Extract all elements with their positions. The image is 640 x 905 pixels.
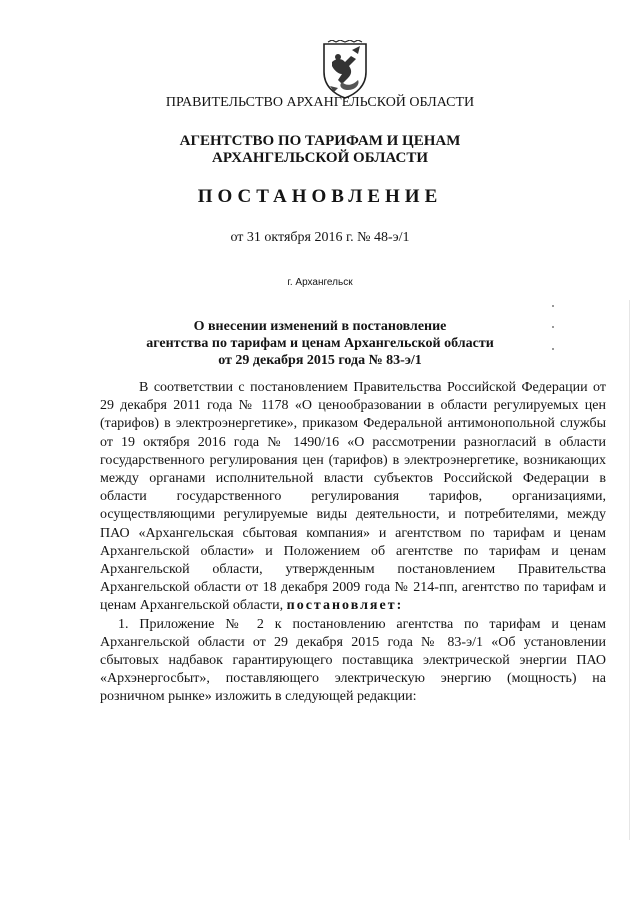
document-body bbox=[100, 379, 606, 707]
item-1-paragraph: 1. Приложение № 2 к постановлению агентства по тарифам и ценам Архангельской области от 29 декабря 2015 года № 83-э/1 «Об установлении сбытовых надбавок гарантирующего поставщика электрической энергии ПАО «Архэнергосбыт», поставляющего электрическую энергию (мощность) на розничном рынке» изложить в следующей редакции: bbox=[100, 616, 606, 705]
preamble-text: В соответствии с постановлением Правительства Российской Федерации от 29 декабря 2011 года № 1178 «О ценообразовании в области регулируемых цен (тарифов) в электроэнергетике», приказом Федеральной антимонопольной службы от 19 октября 2016 года № 1490/16 «О рассмотрении разногласий в области государственного регулирования цен (тарифов) в электроэнергетике, возникающих между органами исполнительной власти субъектов Российской Федерации в области государственного регулирования тарифов, организациями, осуществляющими регулируемые виды деятельности, и потребителями, между ПАО «Архангельская сбытовая компания» и агентством по тарифам и ценам Архангельской области» и Положением об агентстве по тарифам и ценам Архангельской области, утвержденным постановлением Правительства Архангельской области от 18 декабря 2009 года № 214-пп, агентство по тарифам и ценам Архангельской области, bbox=[100, 380, 606, 614]
resolves-word: постановляет: bbox=[286, 598, 404, 614]
scan-speck bbox=[552, 305, 554, 307]
document-city: г. Архангельск bbox=[287, 277, 353, 288]
scan-speck bbox=[552, 326, 554, 328]
subject-line-1: О внесении изменений в постановление bbox=[193, 319, 447, 334]
scan-edge-line bbox=[629, 300, 630, 840]
agency-title-line-1: АГЕНТСТВО ПО ТАРИФАМ И ЦЕНАМ bbox=[179, 133, 461, 149]
government-title: ПРАВИТЕЛЬСТВО АРХАНГЕЛЬСКОЙ ОБЛАСТИ bbox=[165, 95, 475, 110]
document-type: ПОСТАНОВЛЕНИЕ bbox=[197, 186, 443, 207]
agency-title bbox=[0, 133, 640, 167]
scan-speck bbox=[552, 348, 554, 350]
document-date-number: от 31 октября 2016 г. № 48-э/1 bbox=[230, 230, 410, 245]
coat-of-arms-icon bbox=[318, 40, 372, 100]
subject-line-2: агентства по тарифам и ценам Архангельской области bbox=[146, 336, 494, 351]
document-subject bbox=[0, 318, 640, 369]
subject-line-3: от 29 декабря 2015 года № 83-э/1 bbox=[218, 353, 422, 368]
agency-title-line-2: АРХАНГЕЛЬСКОЙ ОБЛАСТИ bbox=[212, 150, 428, 166]
preamble-paragraph bbox=[100, 379, 606, 616]
